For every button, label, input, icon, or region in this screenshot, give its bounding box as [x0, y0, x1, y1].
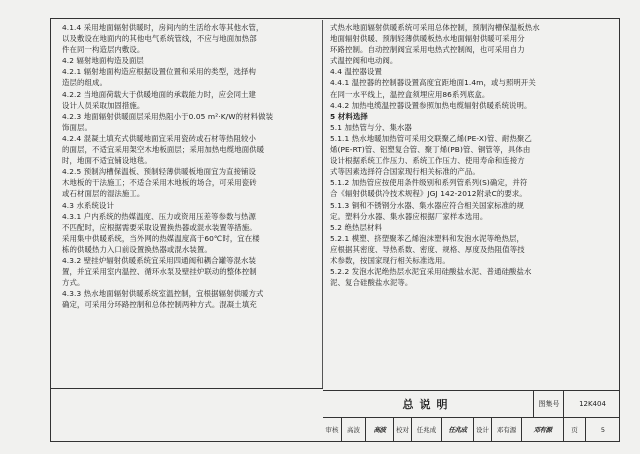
- text-line: 5.2.1 模塑、挤塑聚苯乙烯泡沫塑料和发泡水泥等绝热层，: [330, 233, 525, 243]
- text-line: 饰面层。: [62, 122, 92, 132]
- text-line: 时，地面不适宜铺设地毯。: [62, 156, 152, 166]
- review-name: 高波: [341, 417, 365, 442]
- text-line: 5.2 绝热层材料: [330, 222, 382, 232]
- text-line: 4.2.5 预制沟槽保温板、预制轻薄供暖板地面宜为直接铺设: [62, 167, 257, 177]
- text-line: 5.1.3 铜和不锈钢分水器、集水器应符合相关国家标准的规: [330, 200, 525, 210]
- text-line: 合《辐射供暖供冷技术规程》JGJ 142-2012附录C的要求。: [330, 189, 527, 199]
- page-label: 页: [563, 417, 585, 442]
- check-signature: 任兆成: [441, 417, 473, 442]
- text-line: 4.4 温控器设置: [330, 67, 382, 77]
- text-line: 5 材料选择: [330, 111, 368, 121]
- left-text-column: [62, 22, 317, 310]
- text-line: 4.4.1 温控器的控制器设置高度宜距地面1.4m，或与照明开关: [330, 78, 536, 88]
- text-line: 栋的供暖热力入口前设置换热器或混水装置。: [62, 244, 212, 254]
- text-line: 以及敷设在地面内的其他电气系统管线，不应与地面加热部: [62, 34, 257, 44]
- text-line: 定。塑料分水器、集水器应根据厂家样本选用。: [330, 211, 488, 221]
- column-divider: [322, 20, 323, 388]
- title-block-signature-row: [323, 417, 620, 442]
- atlas-number: 12K404: [563, 391, 621, 417]
- text-line: 式温控阀和电动阀。: [330, 56, 398, 66]
- text-line: 5.1.2 加热管应按使用条件级别和系列管系列(S)确定，并符: [330, 178, 528, 188]
- text-line: 在同一水平线上，温控盒须埋应用86系列底盒。: [330, 89, 490, 99]
- title-block: [323, 390, 620, 442]
- text-line: 泥、复合硅酸盐水泥等。: [330, 278, 413, 288]
- check-label: 校对: [393, 417, 411, 442]
- text-line: 设计根据系统工作压力、系统工作压力、使用寿命和连接方: [330, 156, 525, 166]
- text-line: 4.3.2 壁挂炉辐射供暖系统宜采用四通阀和耦合罐等混水装: [62, 255, 257, 265]
- text-line: 式热水地面辐射供暖系统可采用总体控制，预制沟槽保温板热水: [330, 23, 540, 32]
- text-line: 4.2.3 地面辐射供暖面层采用热阻小于0.05 m²·K/W的材料做装: [62, 111, 274, 121]
- text-line: 4.2 辐射地面构造及面层: [62, 56, 144, 66]
- sheet-title: 总说明: [402, 398, 454, 411]
- text-line: 确定，可采用分环路控制和总体控制两种方式。混凝土填充: [62, 300, 257, 310]
- text-line: 4.2.1 辐射地面构造应根据设置位置和采用的类型，选择构: [62, 67, 257, 77]
- text-line: 应根据其密度、导热系数、密度、规格、厚度及热阻值等技: [330, 244, 525, 254]
- atlas-number-label: 图集号: [533, 391, 564, 417]
- text-line: 4.3.1 户内系统的热媒温度、压力或资用压差等参数与热源: [62, 211, 257, 221]
- text-line: 5.1 加热管与分、集水器: [330, 122, 412, 132]
- design-name: 邓有源: [491, 417, 521, 442]
- bottom-rule: [50, 388, 323, 389]
- text-line: 件在同一构造层内敷设。: [62, 45, 145, 55]
- text-line: 5.2.2 发泡水泥绝热层水泥宜采用硅酸盐水泥、普通硅酸盐水: [330, 267, 532, 277]
- text-line: 采用集中供暖系统，当外网的热媒温度高于60℃时，宜在楼: [62, 233, 260, 243]
- title-block-top-row: [323, 391, 620, 418]
- text-line: 木地板的干法施工；不适合采用木地板的场合，可采用瓷砖: [62, 178, 257, 188]
- text-line: 4.1.4 采用地面辐射供暖时，房间内的生活给水等其他水管，: [62, 23, 264, 32]
- review-signature: 高波: [365, 417, 393, 442]
- text-line: 4.3.3 热水地面辐射供暖系统室温控制，宜根据辐射供暖方式: [62, 289, 264, 299]
- text-line: 5.1.1 热水地暖加热管可采用交联聚乙烯(PE-X)管、耐热聚乙: [330, 133, 532, 143]
- text-line: 4.3 水系统设计: [62, 200, 114, 210]
- text-line: 式等因素选择符合国家现行相关标准的产品。: [330, 167, 480, 177]
- design-signature: 邓有源: [521, 417, 563, 442]
- check-name: 任兆成: [411, 417, 441, 442]
- text-line: 设计人员采取加固措施。: [62, 100, 145, 110]
- text-line: 4.2.4 混凝土填充式供暖地面宜采用瓷砖或石材等热阻较小: [62, 133, 257, 143]
- review-label: 审核: [325, 426, 339, 434]
- text-line: 环路控制。自动控制阀宜采用电热式控制阀，也可采用自力: [330, 45, 525, 55]
- text-line: 造层的组成。: [62, 78, 107, 88]
- text-line: 置，并宜采用室内温控、循环水泵及壁挂炉联动的整体控制: [62, 267, 257, 277]
- right-text-column: [330, 22, 610, 288]
- text-line: 不匹配时，应根据需要采取设置换热器或混水装置等措施。: [62, 222, 257, 232]
- page-number: 5: [585, 417, 620, 442]
- design-label: 设计: [473, 417, 491, 442]
- text-line: 4.4.2 加热电缆温控器设置参照加热电缆辐射供暖系统说明。: [330, 100, 532, 110]
- text-line: 4.2.2 当地面荷载大于供暖地面的承载能力时，应会同土建: [62, 89, 257, 99]
- text-line: 方式。: [62, 278, 85, 288]
- text-line: 术参数，按国家现行相关标准选用。: [330, 255, 450, 265]
- text-line: 或石材面层的湿法施工。: [62, 189, 145, 199]
- text-line: 地面辐射供暖、预制轻薄供暖板热水地面辐射供暖可采用分: [330, 34, 525, 44]
- text-line: 的面层，不适宜采用架空木地板面层；采用加热电缆地面供暖: [62, 145, 265, 155]
- text-line: 烯(PE-RT)管、铝塑复合管、聚丁烯(PB)管、铜管等，具体由: [330, 145, 531, 155]
